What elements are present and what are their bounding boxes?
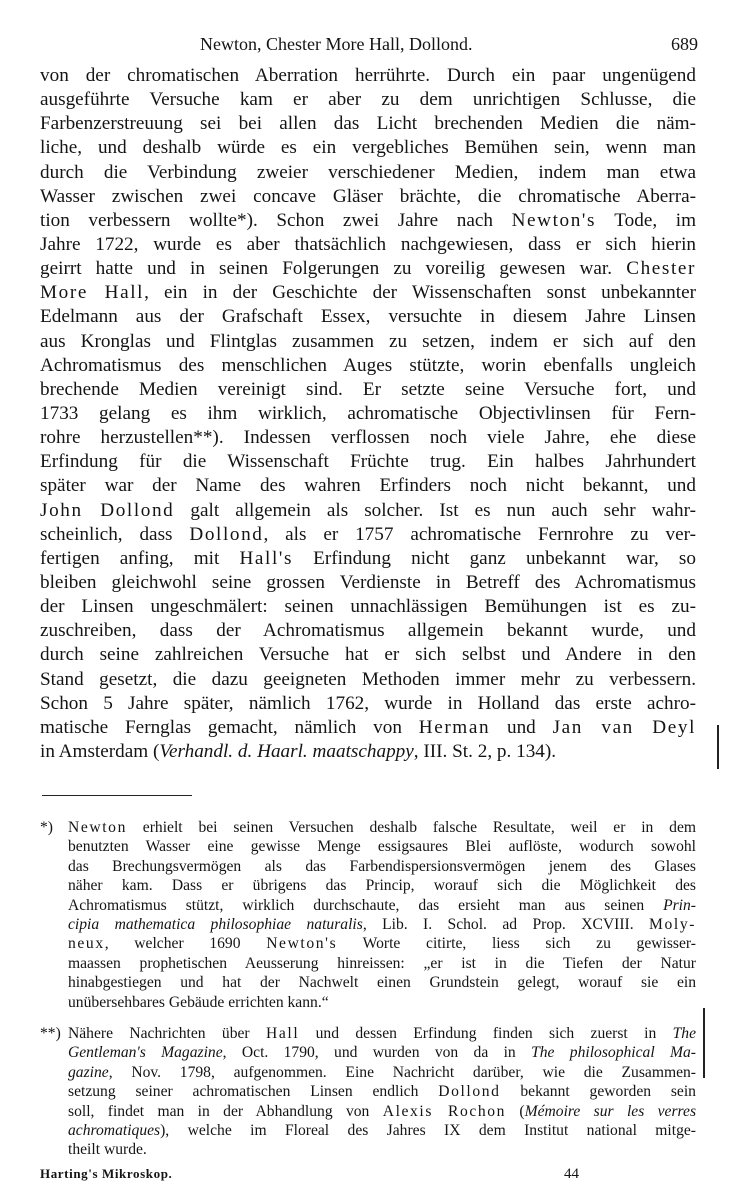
running-title: Newton, Chester More Hall, Dollond. xyxy=(200,34,473,54)
text-line: ausgeführte Versuche kam er aber zu dem unrichtigen Schlusse, die xyxy=(40,89,696,111)
footnote-line: gazine, Nov. 1798, aufgenommen. Eine Nachricht darüber, wie die Zusammen- xyxy=(68,1063,696,1081)
text-line: der Linsen ungeschmälert: seinen unnachlässigen Bemühungen ist es zu- xyxy=(40,596,696,618)
text-line: Jahre 1722, wurde es aber thatsächlich nachgewiesen, dass er sich hierin xyxy=(40,233,696,255)
text-line: More Hall, ein in der Geschichte der Wissenschaften sonst unbekannter xyxy=(40,282,696,304)
main-text xyxy=(40,64,696,764)
footnote-line: setzung seiner achromatischen Linsen endlich Dollond bekannt geworden sein xyxy=(68,1083,696,1101)
margin-bar xyxy=(717,725,719,769)
footnote-line: theilt wurde. xyxy=(68,1141,147,1159)
text-line: Stand gesetzt, die dazu geeigneten Methoden immer mehr zu verbessern. xyxy=(40,668,696,690)
signature-mark: Harting's Mikroskop. xyxy=(40,1166,173,1181)
text-line: durch seine zahlreichen Versuche hat er sich selbst und Andere in den xyxy=(40,644,696,666)
text-line: aus Kronglas und Flintglas zusammen zu setzen, indem er sich auf den xyxy=(40,330,696,352)
text-line: fertigen anfing, mit Hall's Erfindung nicht ganz unbekannt war, so xyxy=(40,547,696,569)
footnote-rule xyxy=(42,795,192,796)
text-line: matische Fernglas gemacht, nämlich von Herman und Jan van Deyl xyxy=(40,716,696,738)
text-line: zuschreiben, dass der Achromatismus allgemein bekannt wurde, und xyxy=(40,620,696,642)
footnote-line: Gentleman's Magazine, Oct. 1790, und wurden von da in The philosophical Ma- xyxy=(68,1044,696,1062)
text-line: brechende Medien vereinigt sind. Er setzte seine Versuche fort, und xyxy=(40,378,696,400)
text-line: Edelmann aus der Grafschaft Essex, versuchte in diesem Jahre Linsen xyxy=(40,306,696,328)
page-number: 689 xyxy=(671,34,698,54)
text-line: John Dollond galt allgemein als solcher. Ist es nun auch sehr wahr- xyxy=(40,499,697,521)
sheet-number: 44 xyxy=(564,1166,579,1182)
text-line: in Amsterdam (Verhandl. d. Haarl. maatschappy, III. St. 2, p. 134). xyxy=(40,740,557,762)
footnote-line: Achromatismus stützt, wirklich durchschaute, das ersieht man aus seinen Prin- xyxy=(68,896,696,914)
footnote-line: näher kam. Dass er übrigens das Princip, worauf sich die Möglichkeit des xyxy=(68,877,696,895)
footnote-line: cipia mathematica philosophiae naturalis, Lib. I. Schol. ad Prop. XCVIII. Moly- xyxy=(68,915,697,933)
footnote-line: achromatiques), welche im Floreal des Jahres IX dem Institut national mitge- xyxy=(68,1121,696,1139)
text-line: tion verbessern wollte*). Schon zwei Jahre nach Newton's Tode, im xyxy=(40,209,696,231)
running-header xyxy=(40,34,696,58)
text-line: Achromatismus des menschlichen Auges stützte, worin ebenfalls ungleich xyxy=(40,354,696,376)
margin-bar xyxy=(703,1008,705,1078)
text-line: durch die Verbindung zweier verschiedener Medien, indem man etwa xyxy=(40,161,696,183)
text-line: bleiben gleichwohl seine grossen Verdienste in Betreff des Achromatismus xyxy=(40,571,696,593)
footnote-line: neux, welcher 1690 Newton's Worte citirte, liess sich zu gewisser- xyxy=(68,935,696,953)
text-line: Schon 5 Jahre später, nämlich 1762, wurde in Holland das erste achro- xyxy=(40,692,696,714)
footnote-line: das Brechungsvermögen als das Farbendispersionsvermögen jenem des Glases xyxy=(68,857,696,875)
text-line: später war der Name des wahren Erfinders noch nicht bekannt, und xyxy=(40,475,696,497)
footnote-line: soll, findet man in der Abhandlung von Alexis Rochon (Mémoire sur les verres xyxy=(68,1102,697,1120)
text-line: Wasser zwischen zwei concave Gläser brächte, die chromatische Aberra- xyxy=(40,185,696,207)
footnote-marker: **) xyxy=(40,1025,61,1042)
footnote-2 xyxy=(40,1024,696,1160)
text-line: von der chromatischen Aberration herrührte. Durch ein paar ungenügend xyxy=(40,65,696,86)
book-page xyxy=(40,0,696,1200)
footnote-1 xyxy=(40,818,696,1012)
text-line: 1733 gelang es ihm wirklich, achromatische Objectivlinsen für Fern- xyxy=(40,402,696,424)
footnote-line: unübersehbares Gebäude errichten kann.“ xyxy=(68,993,329,1011)
text-line: Farbenzerstreuung sei bei allen das Licht brechenden Medien die näm- xyxy=(40,113,696,135)
footnote-line: **) Nähere Nachrichten über Hall und dessen Erfindung finden sich zuerst in The xyxy=(40,1025,696,1042)
footnote-line: maassen prophetischen Aeusserung hinreissen: „er ist in die Tiefen der Natur xyxy=(68,954,696,972)
footnote-line: benutzten Wasser eine gewisse Menge essigsaures Blei auflöste, wodurch sowohl xyxy=(68,838,696,856)
text-line: liche, und deshalb würde es ein vergebliches Bemühen sein, wenn man xyxy=(40,137,696,159)
page-footer xyxy=(40,1166,696,1186)
text-line: scheinlich, dass Dollond, als er 1757 achromatische Fernrohre zu ver- xyxy=(40,523,696,545)
text-line: Erfindung für die Wissenschaft Früchte trug. Ein halbes Jahrhundert xyxy=(40,451,696,473)
text-line: geirrt hatte und in seinen Folgerungen zu voreilig gewesen war. Chester xyxy=(40,258,696,280)
footnote-marker: *) xyxy=(40,819,53,836)
text-line: rohre herzustellen**). Indessen verflossen noch viele Jahre, ehe diese xyxy=(40,427,696,449)
footnote-line: *) Newton erhielt bei seinen Versuchen deshalb falsche Resultate, weil er in dem xyxy=(40,819,696,836)
footnote-line: hinabgestiegen und hat der Nachwelt einen Grundstein gelegt, worauf sie ein xyxy=(68,974,696,992)
